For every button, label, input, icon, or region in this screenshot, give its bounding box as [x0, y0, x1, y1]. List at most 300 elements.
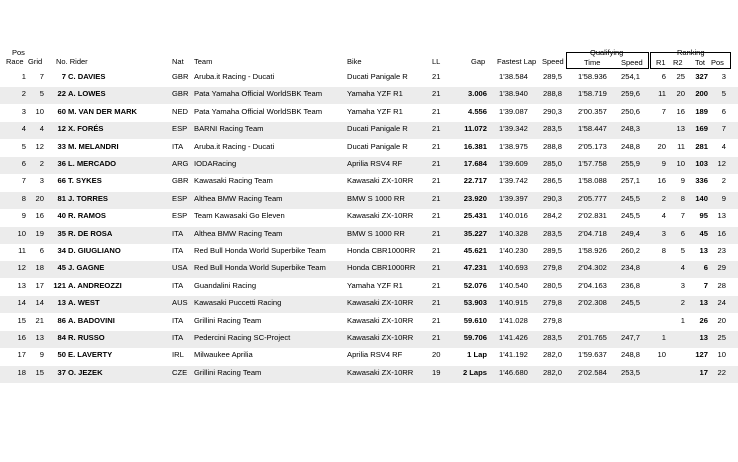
header-tot: Tot: [695, 58, 706, 67]
cell-team: Red Bull Honda World Superbike Team: [194, 246, 326, 255]
header-speed: Speed: [542, 57, 564, 66]
cell-gap: 59.610: [463, 315, 487, 325]
cell-race: 4: [21, 124, 26, 134]
cell-grid: 9: [39, 350, 44, 360]
cell-speed: 283,5: [543, 124, 563, 134]
header-q-speed: Speed: [621, 58, 643, 67]
cell-no: 12: [57, 124, 66, 134]
cell-race: 5: [21, 141, 26, 151]
cell-no: 35: [57, 228, 66, 238]
cell-qspeed: 234,8: [621, 263, 641, 273]
table-row: [0, 244, 738, 261]
cell-nat: GBR: [172, 176, 189, 186]
cell-lap: 1'39.397: [499, 193, 528, 203]
cell-rider: L. MERCADO: [68, 159, 117, 168]
cell-qspeed: 248,8: [621, 350, 641, 360]
header-bike: Bike: [347, 57, 362, 66]
cell-speed: 285,0: [543, 159, 563, 168]
cell-qtime: 1'58.926: [578, 246, 607, 255]
cell-nat: GBR: [172, 89, 189, 99]
cell-team: Althea BMW Racing Team: [194, 193, 283, 203]
cell-r2: 16: [676, 106, 685, 116]
cell-r1: 10: [657, 350, 666, 360]
cell-tot: 140: [695, 193, 708, 203]
cell-grid: 13: [35, 333, 44, 342]
cell-speed: 279,8: [543, 315, 563, 325]
cell-no: 7: [61, 72, 66, 81]
table-row: [0, 366, 738, 383]
cell-race: 14: [17, 298, 26, 308]
cell-race: 10: [17, 228, 26, 238]
cell-rider: A. ANDREOZZI: [68, 280, 122, 290]
cell-race: 13: [17, 280, 26, 290]
cell-ll: 21: [432, 176, 441, 186]
cell-gap: 11.072: [464, 124, 487, 134]
cell-nat: ITA: [172, 141, 184, 151]
cell-no: 13: [57, 298, 66, 308]
cell-nat: ESP: [172, 193, 188, 203]
cell-qtime: 2'05.777: [578, 193, 607, 203]
cell-qtime: 2'01.765: [578, 333, 607, 342]
cell-qtime: 2'02.831: [578, 211, 607, 221]
cell-lap: 1'40.540: [499, 280, 528, 290]
cell-grid: 10: [35, 106, 44, 116]
cell-r1: 4: [661, 211, 666, 221]
cell-bike: Honda CBR1000RR: [347, 263, 416, 273]
cell-rpos: 16: [717, 228, 726, 238]
cell-qtime: 2'02.584: [578, 367, 607, 377]
cell-qspeed: 253,5: [621, 367, 641, 377]
cell-rider: R. DE ROSA: [68, 228, 113, 238]
cell-team: Grillini Racing Team: [194, 367, 262, 377]
cell-speed: 282,0: [543, 367, 563, 377]
cell-speed: 279,8: [543, 263, 563, 273]
header-rpos: Pos: [711, 58, 724, 67]
cell-ll: 21: [432, 72, 441, 81]
table-row: [0, 105, 738, 122]
cell-lap: 1'39.342: [499, 124, 528, 134]
cell-team: Pata Yamaha Official WorldSBK Team: [194, 89, 323, 99]
cell-no: 60: [57, 106, 66, 116]
cell-tot: 336: [695, 176, 708, 186]
cell-race: 12: [17, 263, 26, 273]
cell-rider: M. VAN DER MARK: [68, 106, 138, 116]
cell-r1: 20: [657, 141, 666, 151]
cell-race: 8: [21, 193, 26, 203]
cell-no: 34: [57, 246, 66, 255]
table-row: [0, 70, 738, 87]
table-row: [0, 314, 738, 331]
cell-lap: 1'38.975: [499, 141, 528, 151]
header-ll: LL: [432, 57, 441, 66]
cell-r1: 9: [661, 159, 666, 168]
cell-lap: 1'38.584: [499, 72, 528, 81]
cell-rpos: 24: [717, 298, 726, 308]
cell-bike: Honda CBR1000RR: [347, 246, 416, 255]
cell-speed: 290,3: [543, 106, 563, 116]
cell-r2: 1: [680, 315, 685, 325]
cell-bike: Yamaha YZF R1: [347, 106, 403, 116]
cell-speed: 279,8: [543, 298, 563, 308]
cell-race: 7: [21, 176, 26, 186]
cell-tot: 95: [699, 211, 708, 221]
cell-rpos: 2: [721, 176, 726, 186]
cell-rider: A. WEST: [68, 298, 100, 308]
cell-ll: 19: [432, 367, 441, 377]
cell-nat: ARG: [172, 159, 189, 168]
cell-team: Aruba.it Racing - Ducati: [194, 141, 275, 151]
cell-no: 50: [57, 350, 66, 360]
cell-speed: 283,5: [543, 333, 563, 342]
cell-team: Aruba.it Racing - Ducati: [194, 72, 275, 81]
cell-bike: BMW S 1000 RR: [347, 193, 405, 203]
cell-bike: Yamaha YZF R1: [347, 89, 403, 99]
cell-gap: 3.006: [467, 89, 487, 99]
cell-r1: 8: [661, 246, 666, 255]
table-row: [0, 331, 738, 348]
cell-race: 18: [17, 367, 26, 377]
cell-ll: 21: [432, 141, 441, 151]
cell-no: 121: [53, 280, 66, 290]
cell-ll: 21: [432, 246, 441, 255]
cell-rpos: 3: [721, 72, 726, 81]
cell-rpos: 29: [717, 263, 726, 273]
cell-team: Red Bull Honda World Superbike Team: [194, 263, 326, 273]
table-row: [0, 261, 738, 278]
cell-race: 1: [21, 72, 26, 81]
cell-ll: 21: [432, 228, 441, 238]
cell-lap: 1'39.742: [499, 176, 528, 186]
header-ranking: Ranking: [677, 48, 705, 57]
cell-lap: 1'41.426: [499, 333, 528, 342]
cell-tot: 13: [699, 333, 708, 342]
cell-nat: ESP: [172, 211, 188, 221]
cell-qspeed: 247,7: [621, 333, 641, 342]
cell-qtime: 2'05.173: [578, 141, 607, 151]
cell-rpos: 9: [721, 193, 726, 203]
cell-gap: 53.903: [463, 298, 487, 308]
cell-gap: 17.684: [463, 159, 487, 168]
cell-r1: 3: [661, 228, 666, 238]
cell-qspeed: 259,6: [621, 89, 641, 99]
cell-grid: 21: [35, 315, 44, 325]
cell-rpos: 13: [717, 211, 726, 221]
cell-speed: 289,5: [543, 246, 563, 255]
table-row: [0, 348, 738, 365]
cell-no: 81: [57, 193, 66, 203]
cell-team: Pedercini Racing SC-Project: [194, 333, 291, 342]
cell-r2: 10: [676, 159, 685, 168]
cell-bike: Ducati Panigale R: [347, 124, 408, 134]
cell-qspeed: 248,3: [621, 124, 641, 134]
cell-team: IODARacing: [194, 159, 237, 168]
cell-team: Milwaukee Aprilia: [194, 350, 253, 360]
cell-ll: 21: [432, 211, 441, 221]
cell-tot: 281: [695, 141, 708, 151]
cell-qtime: 2'04.718: [578, 228, 607, 238]
cell-nat: USA: [172, 263, 188, 273]
cell-race: 15: [17, 315, 26, 325]
cell-gap: 35.227: [463, 228, 487, 238]
cell-no: 22: [57, 89, 66, 99]
header-team: Team: [194, 57, 213, 66]
cell-qtime: 2'04.302: [578, 263, 607, 273]
cell-rpos: 20: [717, 315, 726, 325]
cell-grid: 3: [39, 176, 44, 186]
cell-gap: 16.381: [463, 141, 487, 151]
cell-speed: 284,2: [543, 211, 563, 221]
cell-grid: 7: [39, 72, 44, 81]
cell-qtime: 1'58.936: [578, 72, 607, 81]
table-row: [0, 122, 738, 139]
cell-rpos: 4: [721, 141, 726, 151]
cell-no: 84: [57, 333, 66, 342]
cell-no: 45: [57, 263, 66, 273]
cell-race: 16: [17, 333, 26, 342]
cell-qspeed: 245,5: [621, 211, 641, 221]
cell-grid: 2: [39, 159, 44, 168]
cell-r2: 2: [680, 298, 685, 308]
cell-bike: Kawasaki ZX-10RR: [347, 367, 414, 377]
cell-ll: 21: [432, 263, 441, 273]
cell-tot: 6: [703, 263, 708, 273]
cell-bike: Kawasaki ZX-10RR: [347, 176, 414, 186]
cell-lap: 1'40.915: [499, 298, 528, 308]
cell-rider: A. BADOVINI: [68, 315, 115, 325]
table-row: [0, 192, 738, 209]
cell-r2: 9: [680, 176, 685, 186]
cell-r2: 11: [677, 141, 685, 151]
cell-lap: 1'40.230: [499, 246, 528, 255]
cell-qspeed: 255,9: [621, 159, 641, 168]
cell-grid: 4: [39, 124, 44, 134]
cell-r1: 7: [661, 106, 666, 116]
cell-gap: 52.076: [463, 280, 487, 290]
cell-rpos: 25: [717, 333, 726, 342]
cell-team: Kawasaki Puccetti Racing: [194, 298, 282, 308]
cell-team: Pata Yamaha Official WorldSBK Team: [194, 106, 323, 116]
table-row: [0, 296, 738, 313]
header-grid: Grid: [28, 57, 43, 66]
cell-rpos: 22: [717, 367, 726, 377]
cell-lap: 1'41.192: [499, 350, 528, 360]
cell-nat: CZE: [172, 367, 188, 377]
cell-tot: 103: [695, 159, 708, 168]
cell-qspeed: 254,1: [621, 72, 641, 81]
cell-tot: 189: [695, 106, 708, 116]
cell-race: 9: [21, 211, 26, 221]
cell-ll: 21: [432, 315, 441, 325]
cell-team: Kawasaki Racing Team: [194, 176, 273, 186]
cell-gap: 45.621: [463, 246, 487, 255]
cell-nat: ITA: [172, 315, 184, 325]
cell-rpos: 5: [721, 89, 726, 99]
cell-r2: 20: [676, 89, 685, 99]
cell-team: Guandalini Racing: [194, 280, 257, 290]
cell-gap: 4.556: [467, 106, 487, 116]
cell-rpos: 6: [721, 106, 726, 116]
cell-rider: R. RAMOS: [68, 211, 106, 221]
cell-nat: ESP: [172, 124, 188, 134]
header-nat: Nat: [172, 57, 184, 66]
cell-tot: 45: [699, 228, 708, 238]
cell-speed: 288,8: [543, 141, 563, 151]
cell-bike: BMW S 1000 RR: [347, 228, 405, 238]
cell-no: 37: [57, 367, 66, 377]
cell-gap: 23.920: [463, 193, 487, 203]
cell-lap: 1'40.016: [499, 211, 528, 221]
cell-bike: Ducati Panigale R: [347, 141, 408, 151]
header-r2: R2: [673, 58, 683, 67]
table-row: [0, 279, 738, 296]
cell-nat: NED: [172, 106, 189, 116]
cell-speed: 280,5: [543, 280, 563, 290]
cell-speed: 286,5: [543, 176, 563, 186]
cell-qspeed: 245,5: [621, 193, 641, 203]
cell-grid: 15: [35, 367, 44, 377]
cell-ll: 21: [432, 193, 441, 203]
cell-tot: 17: [699, 367, 708, 377]
table-row: [0, 157, 738, 174]
cell-race: 17: [17, 350, 26, 360]
table-row: [0, 140, 738, 157]
cell-team: Team Kawasaki Go Eleven: [194, 211, 285, 221]
table-row: [0, 174, 738, 191]
cell-r1: 2: [661, 193, 666, 203]
cell-bike: Aprilia RSV4 RF: [347, 350, 403, 360]
cell-rpos: 28: [717, 280, 726, 290]
cell-race: 3: [21, 106, 26, 116]
cell-rpos: 12: [717, 159, 726, 168]
header-gap: Gap: [471, 57, 486, 66]
cell-qtime: 2'02.308: [578, 298, 607, 308]
cell-qtime: 1'58.719: [578, 89, 607, 99]
cell-bike: Ducati Panigale R: [347, 72, 408, 81]
cell-qspeed: 260,2: [621, 246, 641, 255]
cell-no: 86: [57, 315, 66, 325]
cell-speed: 290,3: [543, 193, 563, 203]
cell-qspeed: 245,5: [621, 298, 641, 308]
cell-qtime: 2'00.357: [578, 106, 607, 116]
cell-lap: 1'46.680: [499, 367, 528, 377]
cell-nat: GBR: [172, 72, 189, 81]
cell-ll: 20: [432, 350, 441, 360]
cell-gap: 47.231: [463, 263, 487, 273]
cell-bike: Kawasaki ZX-10RR: [347, 211, 414, 221]
cell-race: 11: [18, 246, 26, 255]
cell-ll: 21: [432, 89, 441, 99]
cell-rider: E. LAVERTY: [68, 350, 113, 360]
cell-speed: 283,5: [543, 228, 563, 238]
cell-bike: Kawasaki ZX-10RR: [347, 333, 414, 342]
cell-r2: 13: [676, 124, 685, 134]
cell-r2: 25: [676, 72, 685, 81]
header-race: Race: [6, 57, 24, 66]
cell-grid: 6: [39, 246, 44, 255]
cell-qtime: 1'59.637: [578, 350, 607, 360]
cell-tot: 127: [695, 350, 708, 360]
cell-ll: 21: [432, 124, 441, 134]
cell-r1: 6: [661, 72, 666, 81]
cell-ll: 21: [432, 159, 441, 168]
cell-qspeed: 236,8: [621, 280, 641, 290]
cell-team: BARNI Racing Team: [194, 124, 264, 134]
cell-ll: 21: [432, 298, 441, 308]
cell-speed: 289,5: [543, 72, 563, 81]
cell-r2: 4: [680, 263, 685, 273]
cell-r2: 3: [680, 280, 685, 290]
cell-rider: X. FORÉS: [68, 124, 104, 134]
cell-qspeed: 249,4: [621, 228, 641, 238]
cell-tot: 7: [703, 280, 708, 290]
cell-ll: 21: [432, 106, 441, 116]
cell-rpos: 10: [717, 350, 726, 360]
cell-grid: 5: [39, 89, 44, 99]
cell-no: 33: [57, 141, 66, 151]
cell-tot: 26: [699, 315, 708, 325]
cell-no: 36: [57, 159, 66, 168]
cell-lap: 1'41.028: [499, 315, 528, 325]
cell-bike: Kawasaki ZX-10RR: [347, 298, 414, 308]
cell-rider: O. JEZEK: [68, 367, 103, 377]
cell-qtime: 1'58.447: [578, 124, 607, 134]
cell-bike: Kawasaki ZX-10RR: [347, 315, 414, 325]
cell-rider: A. LOWES: [68, 89, 106, 99]
cell-gap: 22.717: [463, 176, 487, 186]
header-r1: R1: [656, 58, 666, 67]
cell-tot: 327: [695, 72, 708, 81]
cell-grid: 19: [35, 228, 44, 238]
cell-qspeed: 257,1: [621, 176, 641, 186]
cell-ll: 21: [432, 333, 441, 342]
cell-rider: T. SYKES: [68, 176, 102, 186]
cell-rider: J. TORRES: [68, 193, 108, 203]
cell-gap: 25.431: [463, 211, 487, 221]
cell-team: Althea BMW Racing Team: [194, 228, 283, 238]
cell-bike: Aprilia RSV4 RF: [347, 159, 403, 168]
cell-bike: Yamaha YZF R1: [347, 280, 403, 290]
cell-qtime: 1'57.758: [578, 159, 607, 168]
cell-race: 2: [21, 89, 26, 99]
cell-grid: 14: [35, 298, 44, 308]
cell-nat: AUS: [172, 298, 188, 308]
cell-lap: 1'39.609: [499, 159, 528, 168]
cell-rider: D. GIUGLIANO: [68, 246, 121, 255]
cell-race: 6: [21, 159, 26, 168]
cell-rider: C. DAVIES: [68, 72, 106, 81]
cell-r1: 11: [658, 89, 666, 99]
header-no-rider: No. Rider: [56, 57, 88, 66]
cell-gap: 59.706: [463, 333, 487, 342]
cell-grid: 12: [35, 141, 44, 151]
cell-r2: 8: [680, 193, 685, 203]
cell-qspeed: 250,6: [621, 106, 641, 116]
cell-rider: M. MELANDRI: [68, 141, 119, 151]
cell-team: Grillini Racing Team: [194, 315, 262, 325]
cell-grid: 18: [35, 263, 44, 273]
cell-r2: 5: [680, 246, 685, 255]
cell-qtime: 1'58.088: [578, 176, 607, 186]
cell-ll: 21: [432, 280, 441, 290]
header-q-time: Time: [584, 58, 601, 67]
cell-r2: 6: [680, 228, 685, 238]
cell-tot: 13: [699, 298, 708, 308]
cell-rider: R. RUSSO: [68, 333, 105, 342]
cell-gap: 1 Lap: [467, 350, 487, 360]
cell-nat: ITA: [172, 246, 184, 255]
cell-lap: 1'39.087: [499, 106, 528, 116]
cell-tot: 13: [699, 246, 708, 255]
